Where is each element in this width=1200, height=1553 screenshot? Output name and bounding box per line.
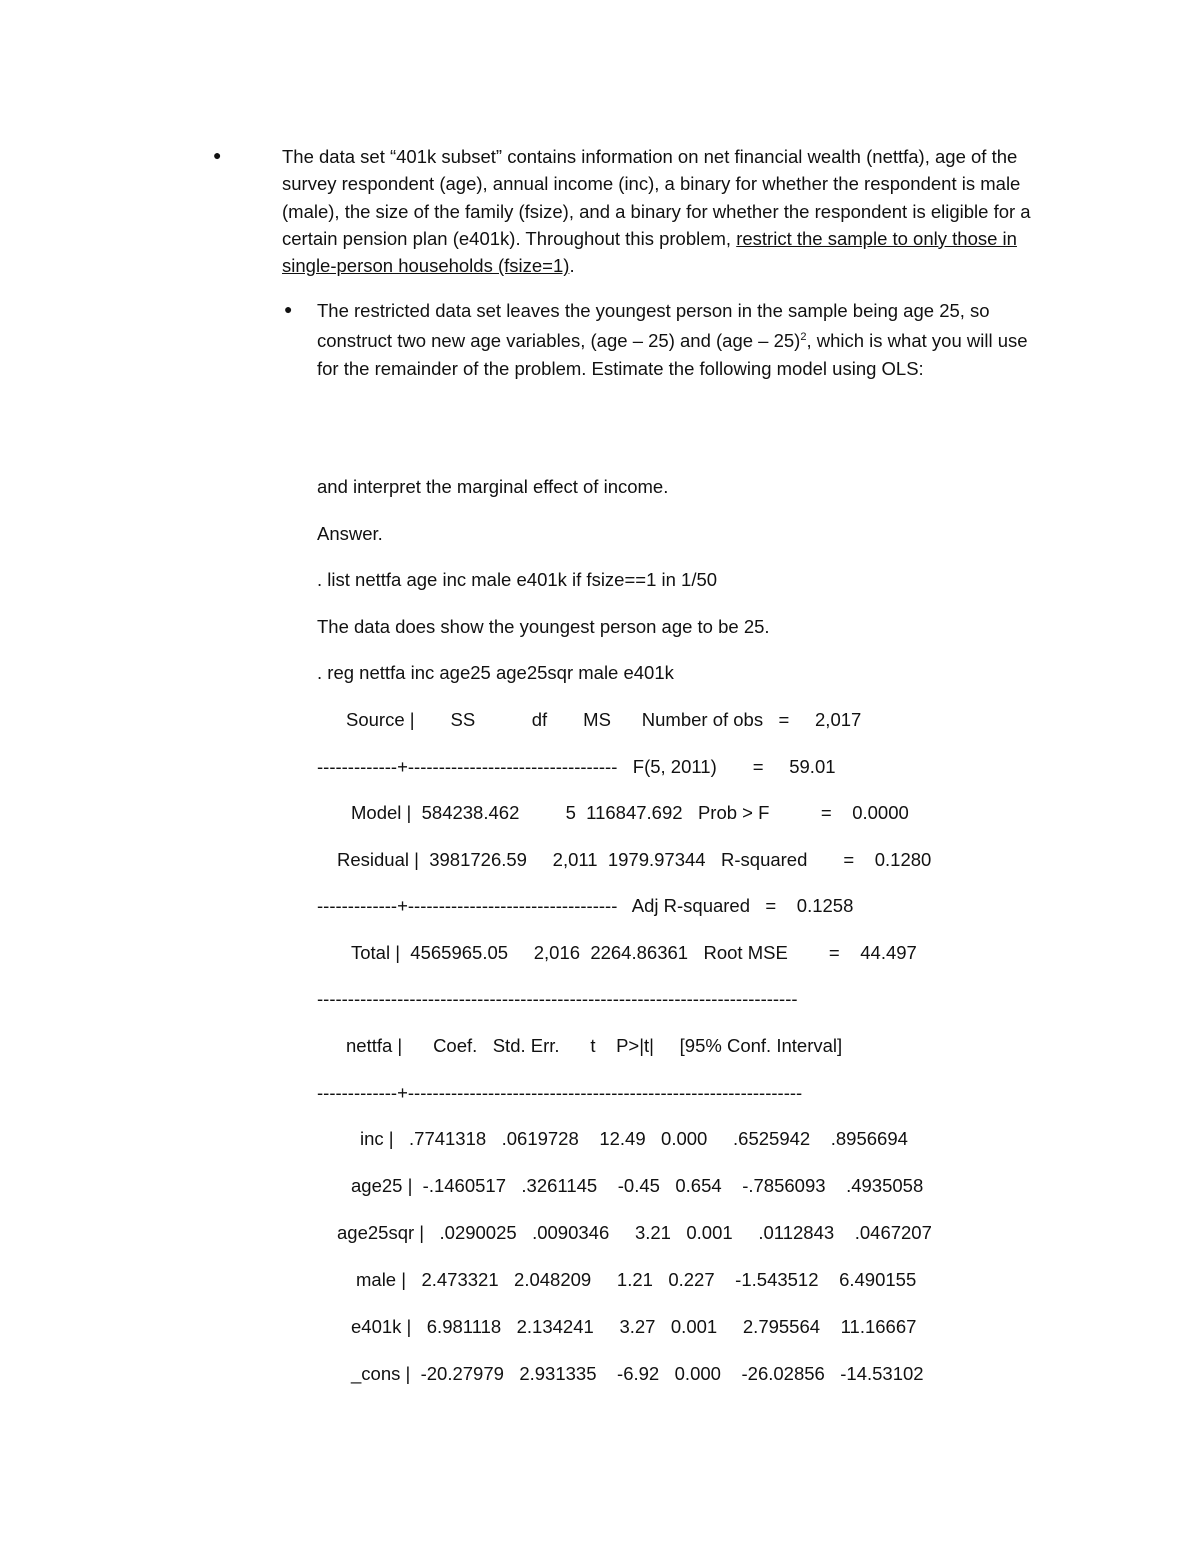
superscript: 2 xyxy=(800,331,807,344)
coef-header: nettfa | Coef. Std. Err. t P>|t| [95% Conf. Interval] xyxy=(346,1035,843,1056)
bullet-dot: ● xyxy=(284,301,293,317)
anova-row: -------------+---------------------------------- Adj R-squared = 0.1258 xyxy=(317,895,854,916)
anova-row: Total | 4565965.05 2,016 2264.86361 Root MSE = 44.497 xyxy=(351,942,917,963)
subquestion-paragraph xyxy=(317,297,1037,382)
bullet-dot: ● xyxy=(213,147,222,163)
coef-row: e401k | 6.981118 2.134241 3.27 0.001 2.795564 11.16667 xyxy=(351,1316,917,1337)
coef-row: age25sqr | .0290025 .0090346 3.21 0.001 .0112843 .0467207 xyxy=(337,1222,932,1243)
list-command: . list nettfa age inc male e401k if fsize==1 in 1/50 xyxy=(317,569,718,590)
anova-row: -------------+---------------------------------- F(5, 2011) = 59.01 xyxy=(317,756,836,777)
coef-row: male | 2.473321 2.048209 1.21 0.227 -1.543512 6.490155 xyxy=(356,1269,917,1290)
anova-row: Model | 584238.462 5 116847.692 Prob > F = 0.0000 xyxy=(351,802,909,823)
anova-row: Residual | 3981726.59 2,011 1979.97344 R-squared = 0.1280 xyxy=(337,849,932,870)
coef-row: _cons | -20.27979 2.931335 -6.92 0.000 -26.02856 -14.53102 xyxy=(351,1363,924,1384)
youngest-line: The data does show the youngest person age to be 25. xyxy=(317,616,770,637)
interpret-line: and interpret the marginal effect of income. xyxy=(317,476,669,497)
rule-line: ------------------------------------------------------------------------------ xyxy=(317,988,798,1009)
coef-row: age25 | -.1460517 .3261145 -0.45 0.654 -.7856093 .4935058 xyxy=(351,1175,924,1196)
problem-text: The data set “401k subset” contains information on net financial wealth (nettfa), age of the survey respondent (age), annual income (inc), a binary for whether the respondent is male (male), the size of the family (fsize), and a binary for whether the respondent is eligible for a certain pension plan (e401k). Throughout this problem, xyxy=(282,146,1031,249)
problem-paragraph xyxy=(282,143,1042,279)
problem-end: . xyxy=(569,255,575,277)
answer-label: Answer. xyxy=(317,523,383,544)
coef-separator: -------------+---------------------------------------------------------------- xyxy=(317,1082,803,1103)
coef-row: inc | .7741318 .0619728 12.49 0.000 .6525942 .8956694 xyxy=(360,1128,908,1149)
subquestion-text-a: The restricted data set leaves the youngest person in the sample being age 25, so construct two new age variables, (age – 25) and (age – 25) xyxy=(317,300,990,352)
subquestion-text-b: , which is what you will use for the remainder of the problem. Estimate the following model using OLS: xyxy=(317,330,1028,379)
anova-row: Source | SS df MS Number of obs = 2,017 xyxy=(346,709,862,730)
reg-command: . reg nettfa inc age25 age25sqr male e401k xyxy=(317,662,674,683)
restriction-text: restrict the sample to only those in single-person households (fsize=1) xyxy=(282,227,1017,277)
